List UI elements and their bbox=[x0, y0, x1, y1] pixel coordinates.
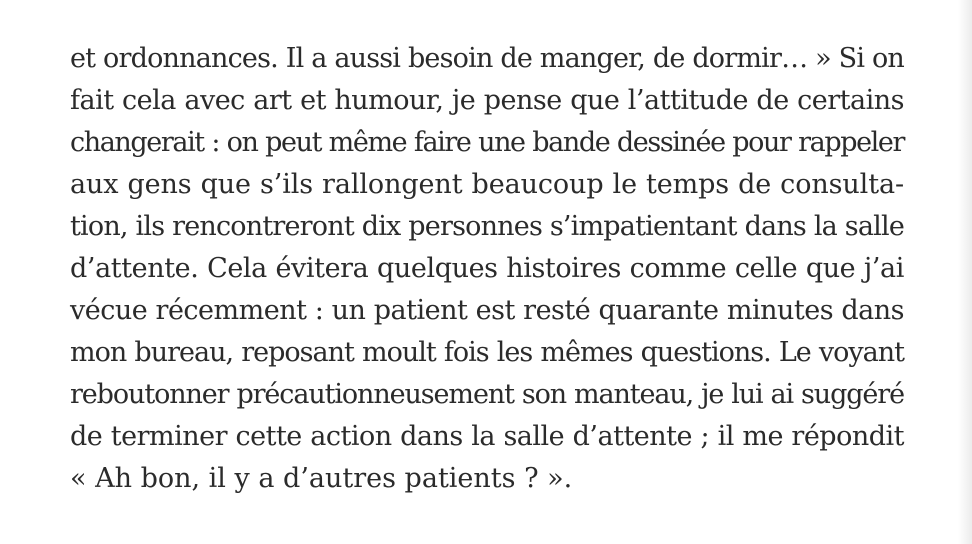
text-line-8: mon bureau, reposant moult fois les mêmes questions. Le voyant bbox=[70, 337, 904, 368]
page-edge-shadow bbox=[958, 0, 972, 544]
text-line-7: vécue récemment : un patient est resté quarante minutes dans bbox=[70, 295, 904, 326]
text-line-5: tion, ils rencontreront dix personnes s’impatientant dans la salle bbox=[70, 211, 904, 242]
text-block bbox=[70, 38, 904, 500]
text-line-1: et ordonnances. Il a aussi besoin de manger, de dormir… » Si on bbox=[70, 43, 904, 74]
text-line-9: reboutonner précautionneusement son manteau, je lui ai suggéré bbox=[70, 379, 904, 410]
text-line-3: changerait : on peut même faire une bande dessinée pour rappeler bbox=[70, 127, 904, 158]
text-line-11: « Ah bon, il y a d’autres patients ? ». bbox=[70, 463, 573, 494]
text-line-2: fait cela avec art et humour, je pense que l’attitude de certains bbox=[70, 85, 904, 116]
text-line-10: de terminer cette action dans la salle d’attente ; il me répondit bbox=[70, 421, 904, 452]
text-line-6: d’attente. Cela évitera quelques histoires comme celle que j’ai bbox=[70, 253, 904, 284]
text-line-4: aux gens que s’ils rallongent beaucoup le temps de consulta- bbox=[70, 169, 904, 200]
